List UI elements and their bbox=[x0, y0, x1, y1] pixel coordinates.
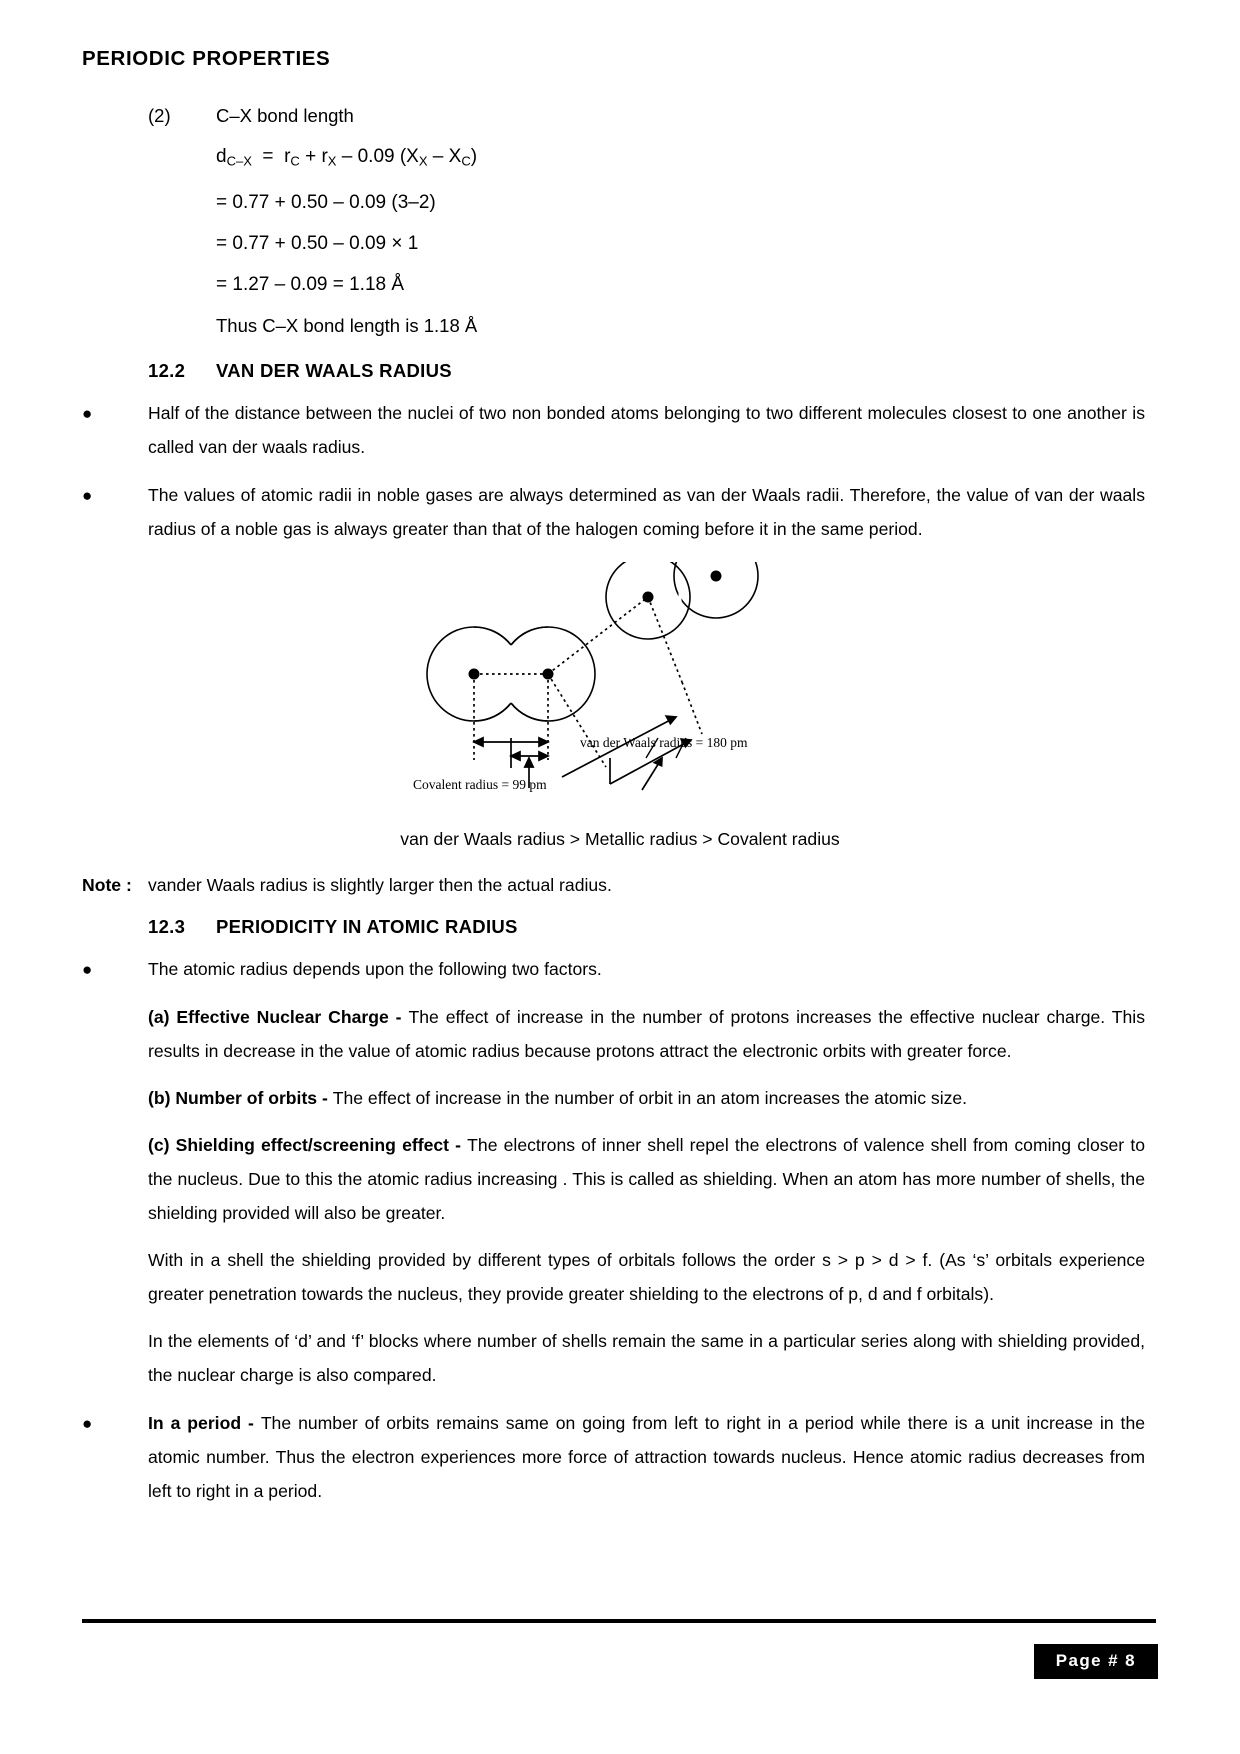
bullet-dot-icon: ● bbox=[82, 485, 93, 505]
equation-step-1: = 0.77 + 0.50 – 0.09 (3–2) bbox=[216, 191, 436, 213]
equation-step-3: = 1.27 – 0.09 = 1.18 Å bbox=[216, 273, 405, 295]
section-title: PERIODICITY IN ATOMIC RADIUS bbox=[216, 915, 518, 937]
bullet-vdw-definition bbox=[0, 396, 1240, 464]
df-blocks-paragraph: In the elements of ‘d’ and ‘f’ blocks where number of shells remain the same in a particular series along with shielding provided, the nuclear charge is also compared. bbox=[148, 1330, 1145, 1385]
footer-divider bbox=[82, 1619, 1156, 1623]
equation-body: = $r_C + r_X - 0.09$ $(X_X - X_C)$ bbox=[257, 146, 478, 169]
figure-svg bbox=[410, 562, 830, 810]
molecular-radius-figure bbox=[0, 562, 1240, 810]
bullet-atomic-radius-factors bbox=[0, 952, 1240, 987]
equation-main bbox=[0, 136, 1240, 182]
bullet-dot-icon: ● bbox=[82, 403, 93, 423]
bullet-text: The atomic radius depends upon the following two factors. bbox=[148, 958, 602, 979]
bullet-dot-icon: ● bbox=[82, 1413, 93, 1433]
example-number: (2) bbox=[148, 105, 171, 126]
page-title: PERIODIC PROPERTIES bbox=[82, 47, 331, 70]
equation-d-term: $d_{C-X}$ bbox=[216, 146, 252, 169]
figure-label-covalent-radius: Covalent radius = 99 pm bbox=[413, 776, 547, 792]
note-row bbox=[0, 868, 1240, 902]
figure-label-vdw-radius: van der Waals radius = 180 pm bbox=[580, 734, 748, 750]
page-content bbox=[0, 95, 1240, 1508]
bullet-in-a-period bbox=[0, 1406, 1240, 1508]
note-text: vander Waals radius is slightly larger then the actual radius. bbox=[148, 874, 612, 895]
bullet-dot-icon: ● bbox=[82, 959, 93, 979]
factor-a-text: The effect of increase in the number of protons increases the effective nuclear charge. This results in decrease in the value of atomic radius because protons attract the electronic orbits with greater force. bbox=[148, 1006, 1145, 1061]
figure-caption: van der Waals radius > Metallic radius > Covalent radius bbox=[400, 828, 840, 849]
bullet-text: The values of atomic radii in noble gases are always determined as van der Waals radii. Therefore, the value of van der waals radius of a noble gas is always greater than that of the halogen coming before it in the same period. bbox=[148, 484, 1145, 539]
factor-b-text: The effect of increase in the number of orbit in an atom increases the atomic size. bbox=[332, 1087, 968, 1108]
factor-c-label: (c) Shielding effect/screening effect - bbox=[148, 1134, 468, 1155]
bullet-text bbox=[148, 1406, 1145, 1508]
factor-b-label: (b) Number of orbits - bbox=[148, 1087, 333, 1108]
in-a-period-label: In a period - bbox=[148, 1412, 261, 1433]
factor-c-paragraph bbox=[0, 1128, 1240, 1230]
page-number-badge: Page # 8 bbox=[1034, 1644, 1158, 1679]
section-heading-12-3 bbox=[0, 916, 1240, 938]
example-heading-row bbox=[0, 95, 1240, 136]
equation-step-2: = 0.77 + 0.50 – 0.09 × 1 bbox=[216, 232, 419, 254]
factor-c-text: The electrons of inner shell repel the electrons of valence shell from coming closer to the nucleus. Due to this the atomic radius increasing . This is called as shielding. When an atom has more number of shells, the shielding provided will also be greater. bbox=[148, 1134, 1145, 1223]
section-number: 12.2 bbox=[148, 359, 186, 381]
note-label: Note : bbox=[82, 874, 132, 895]
shell-order-paragraph: With in a shell the shielding provided by different types of orbitals follows the order s > p > d > f. (As ‘s’ orbitals experience greater penetration towards the nucleus, they provide greater shielding to the electrons of p, d and f orbitals). bbox=[148, 1249, 1145, 1304]
bullet-vdw-noble-gases bbox=[0, 478, 1240, 546]
section-number: 12.3 bbox=[148, 915, 186, 937]
in-a-period-text: The number of orbits remains same on going from left to right in a period while there is a unit increase in the atomic number. Thus the electron experiences more force of attraction towards nucleus. Hence atomic radius decreases from left to right in a period. bbox=[148, 1412, 1146, 1501]
factor-b-paragraph bbox=[0, 1081, 1240, 1115]
example-title: C–X bond length bbox=[216, 105, 354, 126]
vdw-radius-arrows bbox=[562, 716, 691, 790]
example-conclusion: Thus C–X bond length is 1.18 Å bbox=[216, 314, 478, 336]
section-heading-12-2 bbox=[0, 360, 1240, 382]
factor-a-label: (a) Effective Nuclear Charge - bbox=[148, 1006, 409, 1027]
factor-a-paragraph bbox=[0, 1000, 1240, 1068]
bullet-text: Half of the distance between the nuclei of two non bonded atoms belonging to two different molecules closest to one another is called van der waals radius. bbox=[148, 402, 1145, 457]
section-title: VAN DER WAALS RADIUS bbox=[216, 359, 452, 381]
